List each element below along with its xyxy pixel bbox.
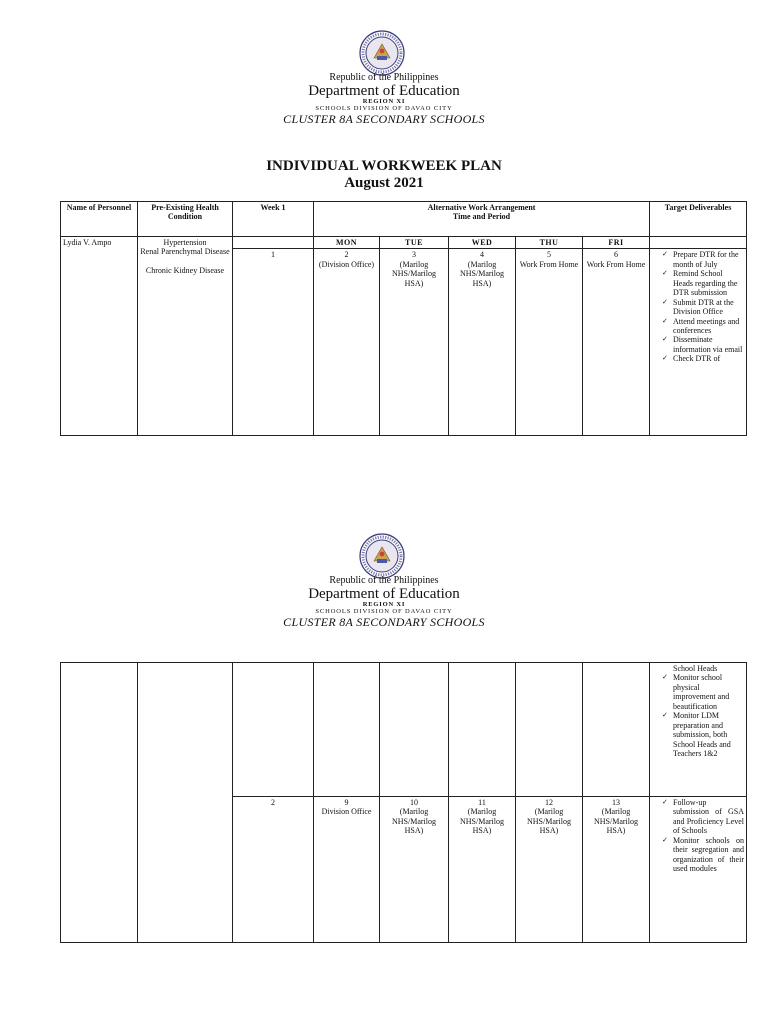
day-date: 4 [480, 250, 484, 260]
letterhead [0, 576, 768, 628]
day-wed: WED [449, 237, 516, 249]
header-name: Name of Personnel [61, 202, 138, 237]
day-cell [314, 797, 380, 943]
day-cell [516, 249, 583, 436]
day-location: (Marilog NHS/Marilog HSA) [392, 259, 436, 288]
day-cell [583, 249, 650, 436]
division-text: SCHOOLS DIVISION OF DAVAO CITY [315, 105, 453, 113]
condition-item: Renal Parenchymal Disease [140, 247, 230, 257]
day-thu: THU [516, 237, 583, 249]
day-cell [380, 797, 449, 943]
day-location: (Marilog NHS/Marilog HSA) [392, 807, 436, 836]
page-2 [0, 500, 768, 970]
deliverable-carryover: School Heads [673, 664, 718, 673]
deliverable-item: ✓ Attend meetings and conferences [662, 317, 744, 336]
workweek-table-continued [60, 662, 747, 943]
day-location: (Marilog NHS/Marilog HSA) [527, 807, 571, 836]
day-date: 2 [344, 250, 349, 260]
deped-seal-icon [357, 533, 407, 579]
day-cell [449, 249, 516, 436]
document-title: INDIVIDUAL WORKWEEK PLAN [266, 158, 502, 174]
cluster-text: CLUSTER 8A SECONDARY SCHOOLS [283, 614, 485, 629]
awa-line2: Time and Period [452, 212, 511, 222]
deliverable-item: ✓ Follow-up submission of GSA and Proficiency Level of Schools [662, 798, 744, 836]
day-tue: TUE [380, 237, 449, 249]
deliverable-item: ✓ Remind School Heads regarding the DTR submission [662, 269, 744, 297]
day-mon: MON [314, 237, 380, 249]
department-text: Department of Education [308, 585, 460, 602]
day-location: (Marilog NHS/Marilog HSA) [594, 807, 638, 836]
day-date: 13 [612, 798, 620, 807]
header-health: Pre-Existing Health Condition [138, 202, 233, 237]
header-awa [314, 202, 650, 237]
cluster-text: CLUSTER 8A SECONDARY SCHOOLS [283, 111, 485, 126]
deliverable-item: ✓ Submit DTR at the Division Office [662, 298, 744, 317]
deliverables-cell [650, 797, 747, 943]
day-location: Work From Home [519, 259, 579, 269]
health-conditions [138, 237, 233, 436]
deliverables-spacer [650, 237, 747, 249]
deliverable-item: ✓ Monitor schools on their segregation and organization of their used modules [662, 836, 744, 874]
deliverable-item: ✓ Prepare DTR for the month of July [662, 250, 744, 269]
condition-item: Chronic Kidney Disease [145, 265, 225, 275]
day-cell [583, 797, 650, 943]
deliverable-item: ✓ Monitor school physical improvement and beautification [662, 673, 744, 711]
deliverables-cell [650, 249, 747, 436]
day-location: (Marilog NHS/Marilog HSA) [460, 807, 504, 836]
day-cell [314, 249, 380, 436]
awa-line1: Alternative Work Arrangement [427, 203, 536, 212]
republic-text: Republic of the Philippines [329, 72, 439, 83]
day-date: 6 [614, 250, 619, 260]
day-date: 9 [344, 798, 349, 807]
day-date: 5 [547, 250, 551, 260]
workweek-table [60, 201, 747, 436]
day-location: (Division Office) [318, 259, 375, 269]
department-text: Department of Education [308, 82, 460, 99]
personnel-name-empty [61, 663, 138, 943]
day-cell-empty [380, 663, 449, 797]
day-date: 12 [545, 798, 553, 807]
day-cell-empty [314, 663, 380, 797]
day-cell [516, 797, 583, 943]
day-cell-empty [516, 663, 583, 797]
region-text: REGION XI [362, 601, 406, 609]
header-deliverables: Target Deliverables [650, 202, 747, 237]
letterhead [0, 73, 768, 125]
document-title-block [0, 158, 768, 193]
week-cell-empty [233, 663, 314, 797]
deliverables-list [652, 798, 744, 874]
page-1 [0, 0, 768, 460]
health-conditions-empty [138, 663, 233, 943]
deliverable-item: ✓ Monitor LDM preparation and submission, both School Heads and Teachers 1&2 [662, 711, 744, 758]
deliverable-item: ✓ Disseminate information via email [662, 335, 744, 354]
day-location: Work From Home [586, 259, 646, 269]
personnel-name: Lydia V. Ampo [61, 237, 138, 436]
condition-item: Hypertension [163, 238, 207, 247]
day-date: 3 [412, 250, 416, 260]
deliverables-list [652, 664, 744, 758]
document-subtitle: August 2021 [344, 175, 424, 192]
header-week: Week 1 [233, 202, 314, 237]
day-location: Division Office [321, 807, 372, 817]
day-cell [380, 249, 449, 436]
deliverables-list [652, 250, 744, 363]
region-text: REGION XI [362, 98, 406, 106]
deliverable-item: ✓ Check DTR of [662, 354, 744, 363]
deliverables-cell [650, 663, 747, 797]
day-location: (Marilog NHS/Marilog HSA) [460, 259, 504, 288]
day-cell [449, 797, 516, 943]
day-date: 10 [410, 798, 418, 807]
day-date: 11 [478, 798, 486, 807]
division-text: SCHOOLS DIVISION OF DAVAO CITY [315, 608, 453, 616]
day-cell-empty [583, 663, 650, 797]
day-fri: FRI [583, 237, 650, 249]
week-spacer [233, 237, 314, 249]
republic-text: Republic of the Philippines [329, 575, 439, 586]
deped-seal-icon [357, 30, 407, 76]
week-number: 2 [233, 797, 314, 943]
day-cell-empty [449, 663, 516, 797]
week-number: 1 [233, 249, 314, 436]
